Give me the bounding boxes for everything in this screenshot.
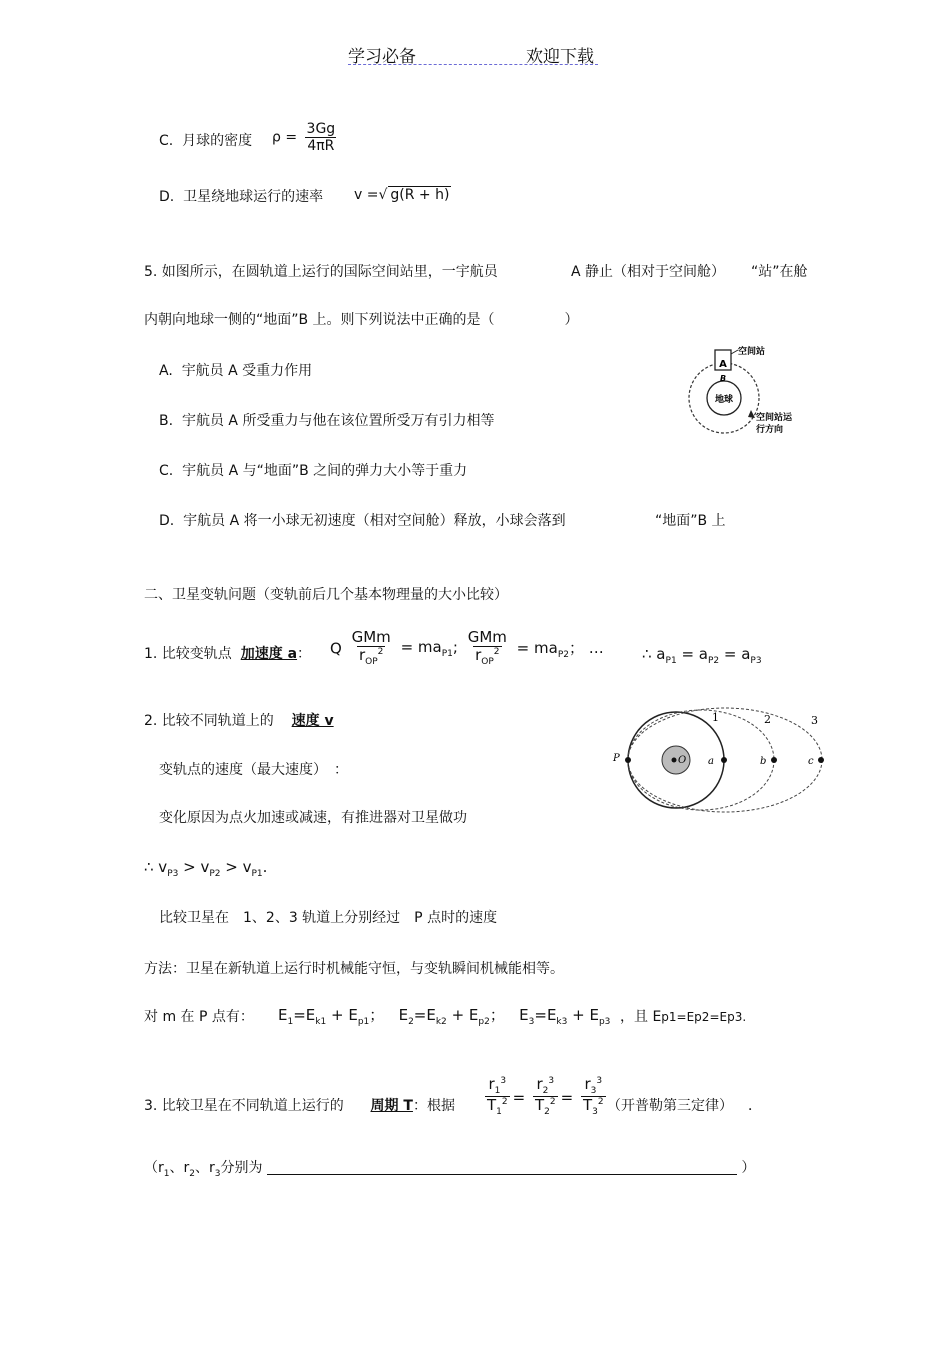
station-label: 空间站: [738, 347, 766, 357]
astronaut-a: A: [719, 359, 727, 370]
kepler-note: （开普勒第三定律）: [607, 1098, 733, 1114]
center-o-label: O: [678, 755, 687, 766]
answer-blank[interactable]: [267, 1174, 737, 1175]
direction-label-1: 空间站运: [756, 413, 793, 423]
q5-option-b: B. 宇航员 A 所受重力与他在该位置所受万有引力相等: [159, 413, 495, 429]
point-a: [721, 757, 727, 763]
q5-line1-end: “站”在舱: [751, 264, 808, 280]
acceleration-result: ∴ $a_{P1} = a_{P2} = a_{P3}$: [642, 645, 762, 666]
q5-line1: 5. 如图所示，在圆轨道上运行的国际空间站里，一宇航员: [144, 264, 498, 280]
item1-prefix: 1. 比较变轨点 加速度 a：: [144, 646, 312, 662]
orbit-1-label: 1: [712, 711, 719, 724]
point-c-label: c: [808, 756, 814, 767]
velocity-inequality: ∴ $v_{P3} > v_{P2} > v_{P1}$.: [144, 858, 268, 879]
orbit-2-label: 2: [764, 713, 771, 726]
item3-prefix: 3. 比较卫星在不同轨道上运行的 周期 T：根据: [144, 1098, 455, 1114]
kepler-formula: $\frac{r_1^3}{T_1^2}$ = $\frac{r_2^3}{T_2^2}$ = $\frac{r_3^3}{T_3^2}$: [487, 1075, 604, 1118]
kepler-dot: ．: [748, 1098, 762, 1114]
q4-option-c: C. 月球的密度: [159, 133, 253, 149]
q5-option-d: D. 宇航员 A 将一小球无初速度（相对空间舱）释放，小球会落到: [159, 513, 566, 529]
item2-line5: 比较卫星在 1、2、3 轨道上分别经过 P 点时的速度: [159, 910, 498, 926]
space-station-figure: [682, 340, 812, 440]
item2-line3: 变化原因为点火加速或减速，有推进器对卫星做功: [159, 810, 467, 826]
header-left: 学习必备: [348, 47, 416, 67]
point-p: [625, 757, 631, 763]
header-divider: [348, 64, 598, 65]
energy-tail: ，且 Ep1=Ep2=Ep3.: [620, 1009, 747, 1025]
point-c: [818, 757, 824, 763]
center-o-dot: [672, 758, 677, 763]
direction-label-2: 行方向: [756, 425, 784, 435]
energy-equations: $E_1=E_{k1} + E_{p1}$； $E_2=E_{k2} + E_{p2}$； $E_3=E_{k3} + E_{p3}$: [278, 1006, 611, 1027]
header-right: 欢迎下载: [526, 47, 594, 67]
energy-prefix: 对 m 在 P 点有：: [144, 1009, 254, 1025]
orbit-transfer-figure: [610, 705, 832, 815]
point-b: [771, 757, 777, 763]
point-p-label: P: [613, 753, 620, 764]
section-2-title: 二、卫星变轨问题（变轨前后几个基本物理量的大小比较）: [144, 587, 508, 603]
acceleration-formula: Q $\frac{\text{GMm}}{r_{OP}^2}$ = $ma_{P1}$; $\frac{\text{GMm}}{r_{OP}^2}$ = $ma_{P2}$； …: [330, 628, 604, 667]
direction-arrow-icon: [748, 410, 755, 418]
q5-option-a: A. 宇航员 A 受重力作用: [159, 363, 313, 379]
velocity-formula: v =√ g(R + h): [354, 187, 450, 203]
orbit-2: [628, 710, 774, 810]
floor-b: B: [719, 374, 727, 383]
q4-option-d: D. 卫星绕地球运行的速率: [159, 189, 324, 205]
orbit-3-label: 3: [811, 714, 818, 727]
point-a-label: a: [708, 756, 714, 767]
method-line: 方法：卫星在新轨道上运行时机械能守恒，与变轨瞬间机械能相等。: [144, 961, 564, 977]
density-formula: ρ = $\frac{3Gg}{4\pi R}$: [272, 121, 336, 154]
q5-line2: 内朝向地球一侧的“地面”B 上。则下列说法中正确的是（ ）: [144, 312, 579, 328]
point-b-label: b: [760, 756, 767, 767]
q5-line1-mid: A 静止（相对于空间舱）: [571, 264, 726, 280]
q5-option-d-tail: “地面”B 上: [655, 513, 726, 529]
q5-option-c: C. 宇航员 A 与“地面”B 之间的弹力大小等于重力: [159, 463, 468, 479]
earth-label: 地球: [714, 395, 734, 405]
item2-line2: 变轨点的速度（最大速度） ：: [159, 762, 348, 778]
item2-prefix: 2. 比较不同轨道上的 速度 v: [144, 713, 334, 729]
station-leader: [731, 350, 738, 354]
radius-blank-line: （$r_1$、$r_2$、$r_3$分别为 ）: [144, 1160, 756, 1179]
